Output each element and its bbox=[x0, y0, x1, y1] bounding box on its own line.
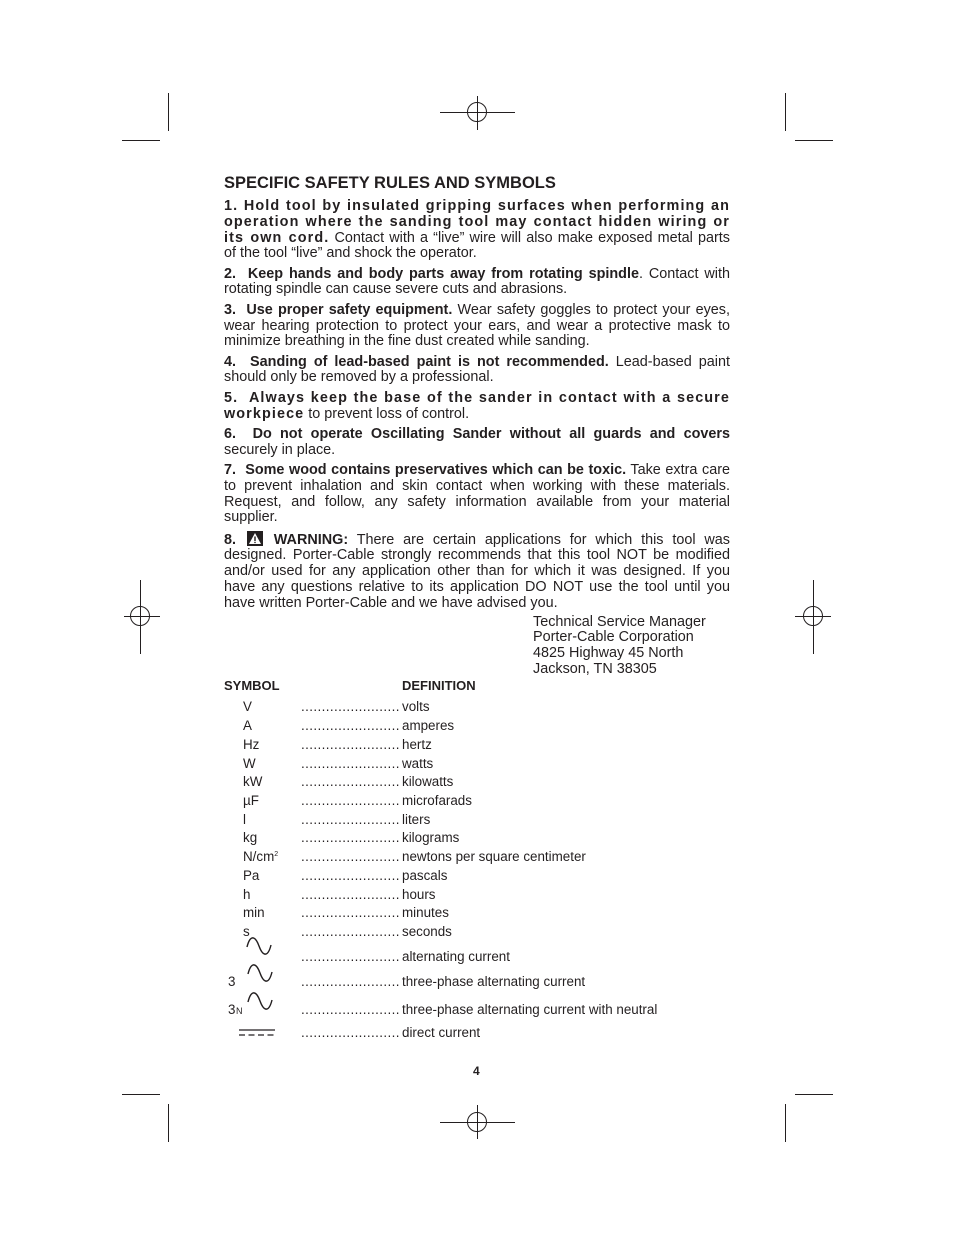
symbol-text bbox=[243, 793, 259, 808]
leader-dots: ........................ bbox=[301, 974, 400, 989]
crop-mark bbox=[785, 1104, 786, 1142]
symbol-definition: volts bbox=[402, 699, 430, 714]
direct-current-icon bbox=[238, 1026, 276, 1041]
symbol-text bbox=[243, 737, 259, 752]
definition-column-header: DEFINITION bbox=[402, 678, 476, 693]
leader-dots: ........................ bbox=[301, 699, 400, 714]
leader-dots: ........................ bbox=[301, 949, 400, 964]
symbol-row bbox=[0, 905, 954, 923]
rule-8: 8. WARNING: There are certain applications for which this tool was designed. Porter-Cable strongly recommends that this tool NOT be modified and/or used for any application other than for which it was designed. If you have any questions relative to its application DO NOT use the tool until you have written Porter-Cable and we have advised you. bbox=[224, 531, 731, 611]
crop-mark bbox=[168, 1104, 169, 1142]
symbol-row bbox=[0, 887, 954, 905]
crop-mark bbox=[785, 93, 786, 131]
symbol-row bbox=[0, 924, 954, 942]
symbol-definition: watts bbox=[402, 756, 434, 771]
page-number: 4 bbox=[473, 1064, 480, 1078]
symbol-definition: minutes bbox=[402, 905, 449, 920]
symbol-row bbox=[0, 793, 954, 811]
superscript: 2 bbox=[274, 851, 279, 858]
leader-dots: ........................ bbox=[301, 812, 400, 827]
crop-mark bbox=[168, 93, 169, 131]
rule-6: 6. Do not operate Oscillating Sander without all guards and covers securely in place. bbox=[224, 425, 730, 458]
neutral-subscript: N bbox=[236, 1006, 243, 1016]
symbol-label: µF bbox=[243, 793, 259, 808]
sine-wave-icon bbox=[246, 990, 274, 1015]
section-heading: SPECIFIC SAFETY RULES AND SYMBOLS bbox=[224, 174, 556, 192]
symbol-label: V bbox=[243, 699, 252, 714]
symbol-row bbox=[0, 812, 954, 830]
symbol-row bbox=[0, 774, 954, 792]
symbol-label: Pa bbox=[243, 868, 260, 883]
symbol-definition: direct current bbox=[402, 1025, 481, 1040]
symbol-row bbox=[0, 1002, 954, 1020]
symbol-definition: pascals bbox=[402, 868, 448, 883]
address-line: Porter-Cable Corporation bbox=[533, 629, 694, 646]
symbol-text bbox=[243, 905, 265, 920]
symbol-label: N/cm bbox=[243, 849, 275, 864]
leader-dots: ........................ bbox=[301, 887, 400, 902]
leader-dots: ........................ bbox=[301, 756, 400, 771]
symbol-definition: three-phase alternating current with neutral bbox=[402, 1002, 658, 1017]
leader-dots: ........................ bbox=[301, 718, 400, 733]
rule-1: 1. Hold tool by insulated gripping surfaces when performing an operation where the sanding tool may contact hidden wiring or its own cord. Contact with a “live” wire will also make exposed metal parts of the tool “live” and shock the operator. bbox=[224, 198, 731, 262]
symbol-text bbox=[243, 774, 262, 789]
address-line: 4825 Highway 45 North bbox=[533, 645, 684, 662]
symbol-label: kW bbox=[243, 774, 263, 789]
alternating-current-icon bbox=[245, 935, 273, 960]
leader-dots: ........................ bbox=[301, 868, 400, 883]
rule-5: 5. Always keep the base of the sander in contact with a secure workpiece to prevent loss of control. bbox=[224, 389, 730, 422]
symbol-row bbox=[0, 718, 954, 736]
sine-wave-icon bbox=[246, 962, 274, 987]
symbol-definition: seconds bbox=[402, 924, 452, 939]
phase-prefix: 3 bbox=[228, 974, 236, 989]
symbol-row bbox=[0, 756, 954, 774]
symbol-definition: kilograms bbox=[402, 830, 460, 845]
symbol-row bbox=[0, 949, 954, 967]
symbol-row bbox=[0, 737, 954, 755]
symbol-label: l bbox=[243, 812, 246, 827]
leader-dots: ........................ bbox=[301, 905, 400, 920]
phase-prefix: 3 bbox=[228, 1002, 236, 1017]
rule-4: 4. Sanding of lead-based paint is not recommended. Lead-based paint should only be removed by a professional. bbox=[224, 353, 730, 386]
warning-triangle-icon bbox=[247, 531, 263, 546]
symbol-definition: hours bbox=[402, 887, 436, 902]
symbol-definition: liters bbox=[402, 812, 431, 827]
address-line: Technical Service Manager bbox=[533, 613, 706, 630]
symbol-text bbox=[243, 756, 256, 771]
symbol-row bbox=[0, 974, 954, 992]
symbol-definition: hertz bbox=[402, 737, 432, 752]
symbol-label: h bbox=[243, 887, 251, 902]
symbol-text bbox=[243, 699, 252, 714]
symbol-definition: kilowatts bbox=[402, 774, 454, 789]
symbol-definition: three-phase alternating current bbox=[402, 974, 586, 989]
contact-address bbox=[533, 615, 730, 678]
rule-3: 3. Use proper safety equipment. Wear safety goggles to protect your eyes, wear hearing protection to protect your ears, and wear a protective mask to minimize breathing in the fine dust created while sanding. bbox=[224, 301, 730, 350]
rule-2: 2. Keep hands and body parts away from rotating spindle. Contact with rotating spindle can cause severe cuts and abrasions. bbox=[224, 265, 730, 298]
symbol-column-header: SYMBOL bbox=[224, 678, 280, 693]
rule-7: 7. Some wood contains preservatives which can be toxic. Take extra care to prevent inhalation and skin contact when working with these materials. Request, and follow, any safety information available from your material supplier. bbox=[224, 461, 730, 526]
crop-mark bbox=[795, 140, 833, 141]
safety-rules-section bbox=[224, 174, 730, 678]
crop-mark bbox=[122, 140, 160, 141]
leader-dots: ........................ bbox=[301, 1002, 400, 1017]
symbol-row bbox=[0, 868, 954, 886]
leader-dots: ........................ bbox=[301, 737, 400, 752]
symbol-text bbox=[243, 812, 246, 827]
symbol-text bbox=[243, 868, 259, 883]
leader-dots: ........................ bbox=[301, 849, 400, 864]
symbol-definition: microfarads bbox=[402, 793, 472, 808]
symbol-text bbox=[243, 718, 252, 733]
symbol-definition: newtons per square centimeter bbox=[402, 849, 586, 864]
symbol-definition: amperes bbox=[402, 718, 455, 733]
symbol-row bbox=[0, 849, 954, 867]
leader-dots: ........................ bbox=[301, 1025, 400, 1040]
crop-mark bbox=[795, 1094, 833, 1095]
symbol-text bbox=[243, 849, 278, 864]
leader-dots: ........................ bbox=[301, 774, 400, 789]
crop-mark bbox=[122, 1094, 160, 1095]
symbol-text bbox=[243, 887, 250, 902]
symbol-label: W bbox=[243, 756, 256, 771]
leader-dots: ........................ bbox=[301, 793, 400, 808]
address-line: Jackson, TN 38305 bbox=[533, 661, 657, 678]
symbol-label: kg bbox=[243, 830, 258, 845]
leader-dots: ........................ bbox=[301, 924, 400, 939]
symbol-row bbox=[0, 830, 954, 848]
symbol-label: A bbox=[243, 718, 252, 733]
symbol-label: s bbox=[243, 924, 250, 939]
symbol-row bbox=[0, 1025, 954, 1043]
leader-dots: ........................ bbox=[301, 830, 400, 845]
symbol-definition: alternating current bbox=[402, 949, 510, 964]
symbol-label: min bbox=[243, 905, 265, 920]
symbol-label: Hz bbox=[243, 737, 260, 752]
symbol-row bbox=[0, 699, 954, 717]
symbol-text bbox=[243, 830, 257, 845]
